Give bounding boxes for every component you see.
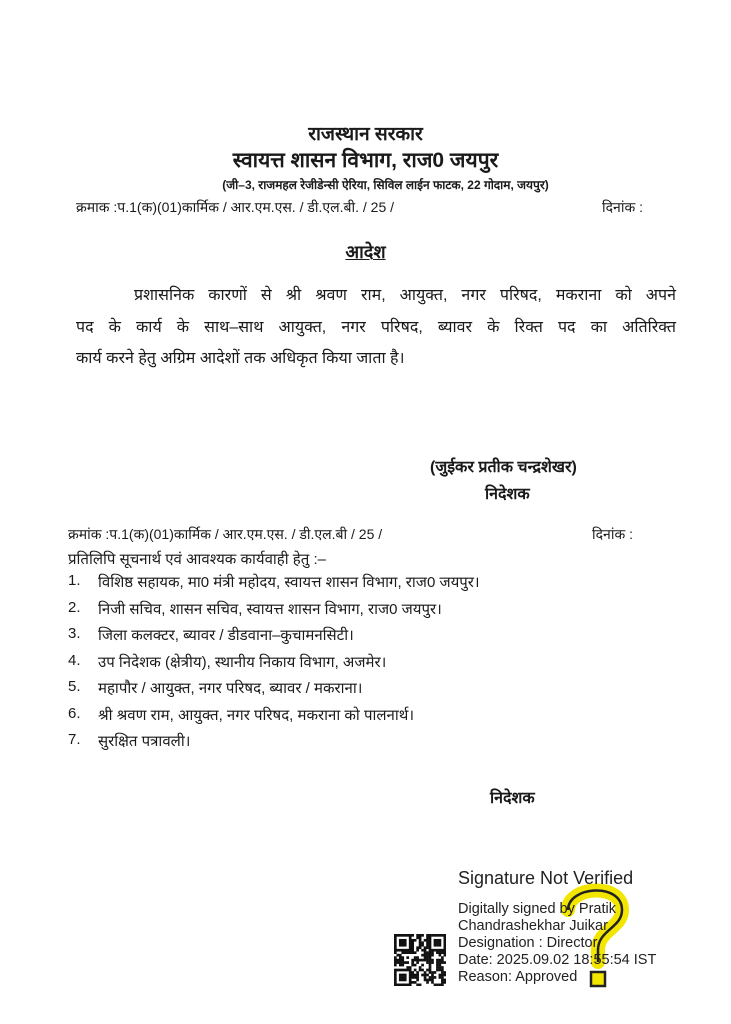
signature-line: Reason: Approved	[458, 969, 578, 985]
date-label: दिनांक :	[602, 199, 643, 215]
copy-designation: निदेशक	[490, 790, 535, 807]
copy-recipient-list	[68, 572, 480, 758]
list-item	[68, 731, 480, 758]
item-text: सुरक्षित पत्रावली।	[98, 733, 191, 750]
signatory-designation: निदेशक	[485, 486, 530, 503]
item-text: जिला कलक्टर, ब्यावर / डीडवाना–कुचामनसिटी।	[98, 627, 354, 644]
order-line: कार्य करने हेतु अग्रिम आदेशों तक अधिकृत किया जाता है।	[76, 350, 405, 367]
item-text: श्री श्रवण राम, आयुक्त, नगर परिषद, मकराना को पालनार्थ।	[98, 706, 415, 724]
digital-signature-block	[458, 870, 656, 986]
item-text: विशिष्ठ सहायक, मा0 मंत्री महोदय, स्वायत्त शासन विभाग, राज0 जयपुर।	[98, 574, 480, 591]
signature-line: Chandrashekhar Juikar	[458, 918, 608, 934]
copy-date-label: दिनांक :	[592, 526, 633, 542]
list-item	[68, 572, 480, 599]
government-name: राजस्थान सरकार	[308, 124, 423, 145]
order-line: प्रशासनिक कारणों से श्री श्रवण राम, आयुक्त, नगर परिषद, मकराना को अपने	[134, 287, 676, 304]
item-text: निजी सचिव, शासन सचिव, स्वायत्त शासन विभाग, राज0 जयपुर।	[98, 600, 442, 618]
item-number: 6.	[68, 704, 81, 722]
list-item	[68, 705, 480, 732]
department-address: (जी–3, राजमहल रेजीडेन्सी ऐरिया, सिविल लाईन फाटक, 22 गोदाम, जयपुर)	[222, 178, 549, 192]
qr-code-icon	[394, 934, 446, 986]
list-item	[68, 652, 480, 679]
item-number: 3.	[68, 625, 81, 642]
order-body	[76, 280, 676, 375]
item-number: 4.	[68, 651, 81, 669]
list-item	[68, 678, 480, 705]
item-number: 1.	[68, 572, 81, 589]
department-name: स्वायत्त शासन विभाग, राज0 जयपुर	[232, 149, 499, 172]
signature-line: Digitally signed by Pratik	[458, 901, 616, 917]
item-number: 7.	[68, 731, 81, 748]
copy-reference-number: क्रमांक :प.1(क)(01)कार्मिक / आर.एम.एस. / डी.एल.बी / 25 /	[68, 526, 383, 542]
list-item	[68, 599, 480, 626]
order-line: पद के कार्य के साथ–साथ आयुक्त, नगर परिषद, ब्यावर के रिक्त पद का अतिरिक्त	[76, 318, 676, 336]
reference-number: क्रमाक :प.1(क)(01)कार्मिक / आर.एम.एस. / डी.एल.बी. / 25 /	[76, 199, 395, 215]
signature-status: Signature Not Verified	[458, 868, 634, 888]
item-number: 2.	[68, 598, 81, 616]
item-text: महापौर / आयुक्त, नगर परिषद, ब्यावर / मकराना।	[98, 680, 363, 697]
copy-intro: प्रतिलिपि सूचनार्थ एवं आवश्यक कार्यवाही हेतु :–	[68, 551, 327, 568]
signatory-name: (जुईकर प्रतीक चन्द्रशेखर)	[430, 459, 577, 476]
item-text: उप निदेशक (क्षेत्रीय), स्थानीय निकाय विभाग, अजमेर।	[98, 653, 387, 671]
signature-line: Date: 2025.09.02 18:55:54 IST	[458, 952, 657, 968]
list-item	[68, 625, 480, 652]
item-number: 5.	[68, 678, 81, 695]
signature-line: Designation : Director	[458, 935, 598, 951]
order-title: आदेश	[345, 242, 386, 262]
